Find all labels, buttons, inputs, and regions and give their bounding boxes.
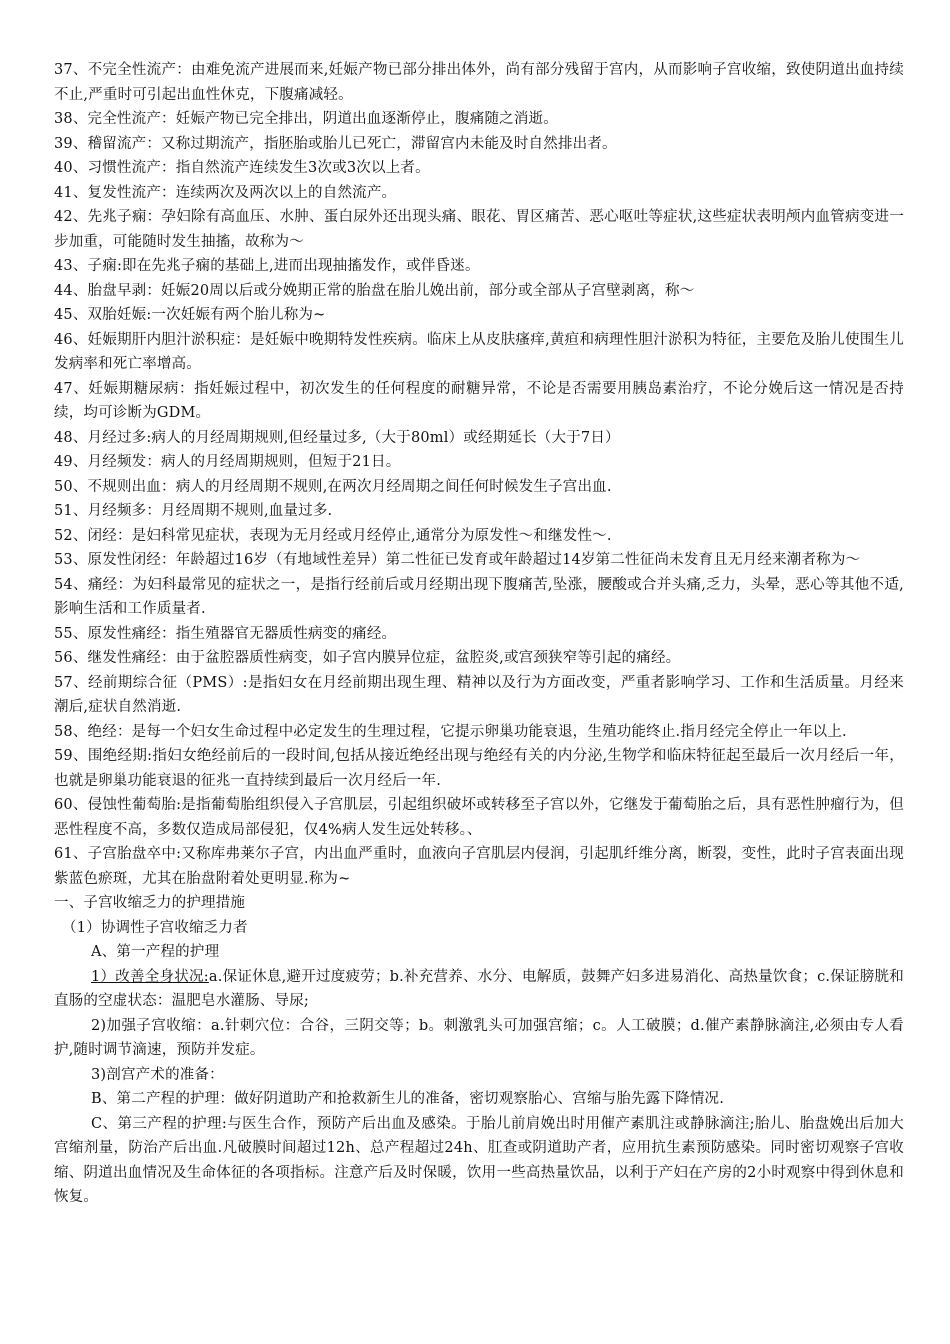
definition-item: 60、侵蚀性葡萄胎:是指葡萄胎组织侵入子宫肌层，引起组织破坏或转移至子宫以外，它继发于葡萄胎之后，具有恶性肿瘤行为，但恶性程度不高，多数仅造成局部侵犯，仅4%病人发生远处转移。、: [54, 797, 904, 838]
stage-c-paragraph: C、第三产程的护理:与医生合作，预防产后出血及感染。于胎儿前肩娩出时用催产素肌注或静脉滴注;胎儿、胎盘娩出后加大宫缩剂量，防治产后出血.凡破膜时间超过12h、总产程超过24h、肛查或阴道助产者，应用抗生素预防感染。同时密切观察子宫收缩、阴道出血情况及生命体征的各项指标。注意产后及时保暖，饮用一些高热量饮品，以利于产妇在产房的2小时观察中得到休息和恢复。: [54, 1115, 904, 1205]
definition-item: 46、妊娠期肝内胆汁淤积症：是妊娠中晚期特发性疾病。临床上从皮肤瘙痒,黄疸和病理性胆汁淤积为特征，主要危及胎儿使围生儿发病率和死亡率增高。: [54, 331, 904, 372]
definition-item: 52、闭经：是妇科常见症状，表现为无月经或月经停止,通常分为原发性～和继发性～.: [54, 527, 612, 544]
definition-item: 48、月经过多:病人的月经周期规则,但经量过多,（大于80ml）或经期延长（大于7日）: [54, 429, 620, 446]
stage-a-item-1: [54, 965, 904, 1014]
definition-item: 58、绝经：是每一个妇女生命过程中必定发生的生理过程，它提示卵巢功能衰退，生殖功能终止.指月经完全停止一年以上.: [54, 723, 847, 740]
definition-item: 56、继发性痛经：由于盆腔器质性病变，如子宫内膜异位症，盆腔炎,或宫颈狭窄等引起的痛经。: [54, 650, 681, 666]
definition-list: [54, 58, 904, 891]
definition-item: 41、复发性流产：连续两次及两次以上的自然流产。: [54, 184, 397, 201]
stage-a-title: A、第一产程的护理: [91, 944, 220, 960]
section-title: 一、子宫收缩乏力的护理措施: [54, 895, 246, 911]
item-1-text: a.保证休息,避开过度疲劳；b.补充营养、水分、电解质，鼓舞产妇多进易消化、高热量饮食；c.保证膀胱和直肠的空虚状态：温肥皂水灌肠、导尿;: [54, 968, 904, 1009]
definition-item: 54、痛经：为妇科最常见的症状之一，是指行经前后或月经期出现下腹痛苦,坠涨，腰酸或合并头痛,乏力，头晕，恶心等其他不适,影响生活和工作质量者.: [54, 576, 904, 617]
item-1-label: 1）改善全身状况:: [91, 968, 209, 985]
definition-item: 45、双胎妊娠:一次妊娠有两个胎儿称为~: [54, 307, 326, 323]
definition-item: 59、围绝经期:指妇女绝经前后的一段时间,包括从接近绝经出现与绝经有关的内分泌,生物学和临床特征起至最后一次月经后一年，也就是卵巢功能衰退的征兆一直持续到最后一次月经后一年.: [54, 748, 904, 789]
definition-item: 49、月经频发：病人的月经周期规则，但短于21日。: [54, 454, 401, 470]
definition-item: 50、不规则出血：病人的月经周期不规则,在两次月经周期之间任何时候发生子宫出血.: [54, 478, 612, 495]
definition-item: 61、子宫胎盘卒中:又称库弗莱尔子宫，内出血严重时，血液向子宫肌层内侵润，引起肌纤维分离，断裂，变性，此时子宫表面出现紫蓝色瘀斑，尤其在胎盘附着处更明显.称为~: [54, 846, 904, 887]
definition-item: 55、原发性痛经：指生殖器官无器质性病变的痛经。: [54, 625, 397, 642]
definition-item: 40、习惯性流产：指自然流产连续发生3次或3次以上者。: [54, 160, 430, 176]
subsection-title: （1）协调性子宫收缩乏力者: [62, 919, 248, 936]
stage-b-paragraph: B、第二产程的护理：做好阴道助产和抢救新生儿的准备，密切观察胎心、宫缩与胎先露下降情况.: [91, 1091, 725, 1107]
definition-item: 47、妊娠期糖尿病：指妊娠过程中，初次发生的任何程度的耐糖异常，不论是否需要用胰岛素治疗，不论分娩后这一情况是否持续，均可诊断为GDM。: [54, 380, 904, 421]
definition-item: 39、稽留流产：又称过期流产，指胚胎或胎儿已死亡，滞留宫内未能及时自然排出者。: [54, 135, 617, 152]
definition-item: 53、原发性闭经：年龄超过16岁（有地域性差异）第二性征已发育或年龄超过14岁第二性征尚未发育且无月经来潮者称为～: [54, 552, 861, 568]
definition-item: 57、经前期综合征（PMS）:是指妇女在月经前期出现生理、精神以及行为方面改变，严重者影响学习、工作和生活质量。月经来潮后,症状自然消逝.: [54, 674, 904, 715]
stage-a-item-3: 3)剖宫产术的准备：: [91, 1066, 224, 1083]
definition-item: 37、不完全性流产：由难免流产进展而来,妊娠产物已部分排出体外，尚有部分残留于宫内，从而影响子宫收缩，致使阴道出血持续不止,严重时可引起出血性休克，下腹痛减轻。: [54, 62, 904, 103]
stage-a-item-2: 2)加强子宫收缩：a.针刺穴位：合谷，三阴交等；b。刺激乳头可加强宫缩；c。人工破膜；d.催产素静脉滴注,必须由专人看护,随时调节滴速，预防并发症。: [54, 1017, 904, 1058]
document-body: [54, 58, 904, 1210]
definition-item: 42、先兆子痫：孕妇除有高血压、水肿、蛋白尿外还出现头痛、眼花、胃区痛苦、恶心呕吐等症状,这些症状表明颅内血管病变进一步加重，可能随时发生抽搐，故称为～: [54, 209, 904, 250]
definition-item: 44、胎盘早剥：妊娠20周以后或分娩期正常的胎盘在胎儿娩出前，部分或全部从子宫壁剥离，称～: [54, 282, 695, 299]
definition-item: 38、完全性流产：妊娠产物已完全排出，阴道出血逐渐停止，腹痛随之消逝。: [54, 111, 558, 127]
definition-item: 51、月经频多：月经周期不规则,血量过多.: [54, 503, 333, 519]
definition-item: 43、子痫:即在先兆子痫的基础上,进而出现抽搐发作，或伴昏迷。: [54, 258, 480, 274]
